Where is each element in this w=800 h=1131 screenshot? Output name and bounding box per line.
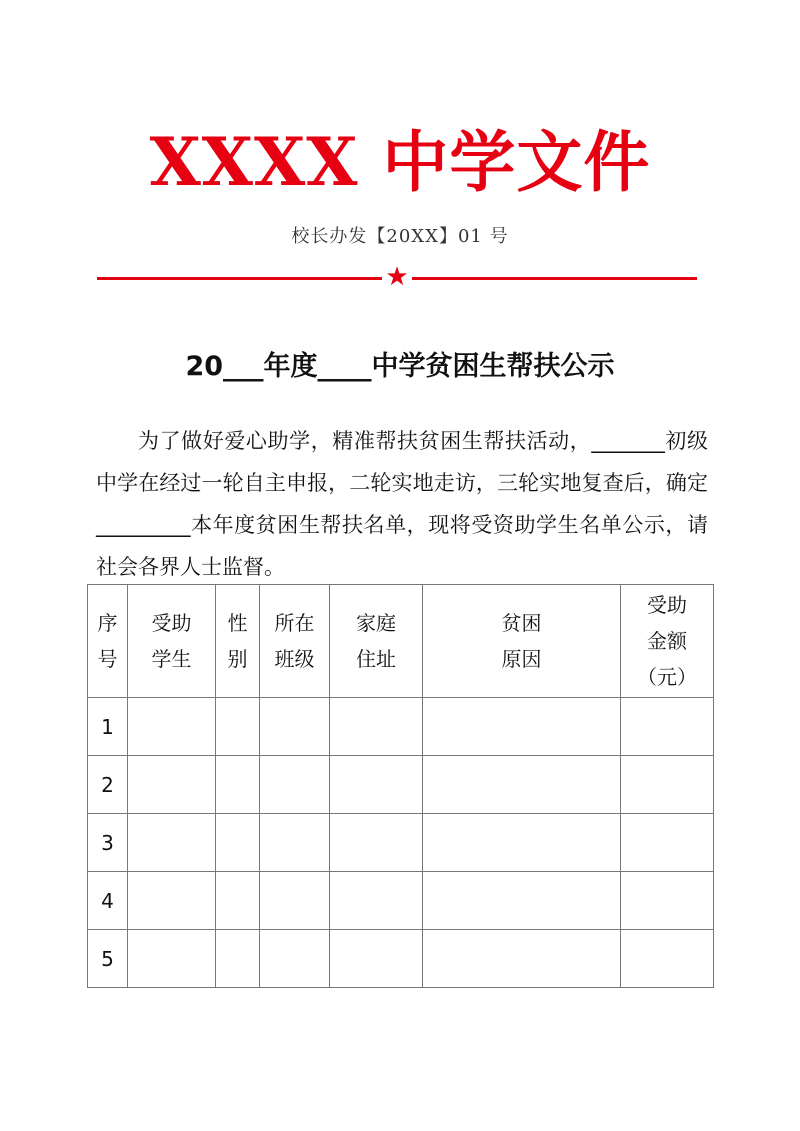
table-cell: [330, 698, 423, 756]
table-cell: [216, 814, 260, 872]
header-poverty-reason: 贫困 原因: [423, 585, 621, 698]
table-cell: [128, 814, 216, 872]
table-cell: [330, 756, 423, 814]
table-cell-serial: 1: [88, 698, 128, 756]
table-cell-serial: 2: [88, 756, 128, 814]
table-cell: [216, 930, 260, 988]
header-home-address: 家庭 住址: [330, 585, 423, 698]
header-serial-number: 序 号: [88, 585, 128, 698]
table-cell: [621, 872, 714, 930]
star-icon: ★: [385, 262, 409, 292]
table-cell: [621, 698, 714, 756]
table-cell-serial: 5: [88, 930, 128, 988]
table-cell: [128, 930, 216, 988]
table-row: [88, 930, 714, 988]
table-cell: [128, 872, 216, 930]
notice-title: 20___年度____中学贫困生帮扶公示: [185, 351, 615, 382]
table-cell: [260, 756, 330, 814]
document-number: 校长办发【20XX】01 号: [291, 226, 509, 247]
document-title: XXXX 中学文件: [149, 123, 651, 201]
table-cell: [260, 698, 330, 756]
table-cell: [330, 814, 423, 872]
table-cell: [128, 756, 216, 814]
table-row: [88, 814, 714, 872]
table-cell: [621, 814, 714, 872]
header-gender: 性 别: [216, 585, 260, 698]
table-row: [88, 698, 714, 756]
table-cell: [423, 756, 621, 814]
table-cell: [621, 930, 714, 988]
table-cell: [260, 814, 330, 872]
table-cell: [260, 872, 330, 930]
table-cell: [621, 756, 714, 814]
table-row: [88, 872, 714, 930]
table-cell: [330, 930, 423, 988]
table-cell: [216, 872, 260, 930]
header-class: 所在 班级: [260, 585, 330, 698]
table-cell: [216, 698, 260, 756]
table-cell: [423, 930, 621, 988]
table-cell: [330, 872, 423, 930]
table-cell: [128, 698, 216, 756]
table-cell: [260, 930, 330, 988]
divider-line-left: [97, 277, 382, 280]
table-cell: [216, 756, 260, 814]
header-divider: [97, 264, 697, 292]
table-header-row: [88, 585, 714, 698]
table-cell: [423, 872, 621, 930]
table-cell-serial: 4: [88, 872, 128, 930]
notice-body: 为了做好爱心助学，精准帮扶贫困生帮扶活动，_______初级中学在经过一轮自主申报，二轮实地走访，三轮实地复查后，确定_________本年度贫困生帮扶名单，现将受资助学生名单公示，请社会各界人士监督。: [96, 429, 708, 579]
table-cell-serial: 3: [88, 814, 128, 872]
table-cell: [423, 698, 621, 756]
header-student: 受助 学生: [128, 585, 216, 698]
divider-line-right: [412, 277, 697, 280]
table-cell: [423, 814, 621, 872]
table-row: [88, 756, 714, 814]
header-aid-amount: 受助 金额 （元）: [621, 585, 714, 698]
aid-recipient-table: [87, 584, 714, 988]
